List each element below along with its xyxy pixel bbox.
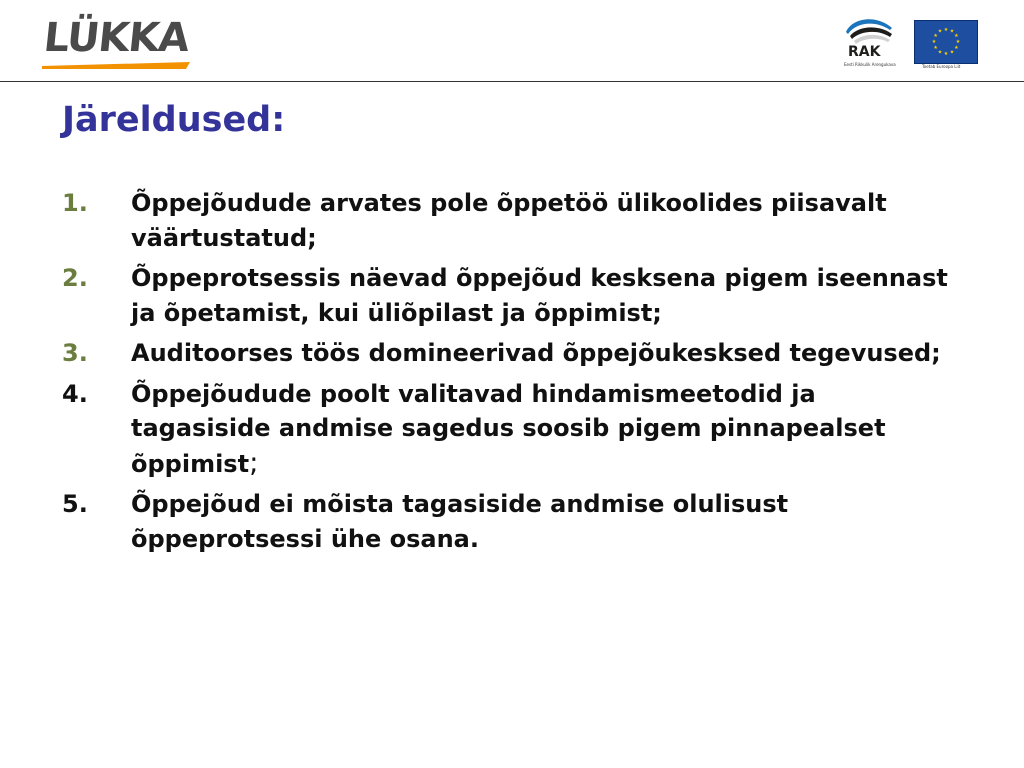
conclusions-list: [62, 186, 962, 556]
list-item-number: 1.: [62, 189, 88, 217]
slide-title: Järeldused:: [62, 100, 286, 140]
list-item-number: 2.: [62, 264, 88, 292]
svg-text:★: ★: [943, 51, 949, 57]
svg-text:★: ★: [955, 39, 961, 45]
svg-text:★: ★: [933, 33, 938, 39]
svg-text:★: ★: [931, 39, 937, 45]
list-item-text: Õppejõudude arvates pole õppetöö ülikoolides piisavalt väärtustatud;: [131, 189, 887, 252]
svg-text:★: ★: [949, 49, 955, 56]
eu-flag-icon: [914, 20, 978, 64]
lukka-logo: [40, 14, 192, 70]
list-item: [62, 487, 962, 556]
rak-logo-subtitle: Eesti Rikkulik Arengukava: [844, 62, 896, 67]
svg-text:★: ★: [954, 33, 959, 39]
list-item-number: 4.: [62, 379, 88, 408]
eu-caption: Toetab Euroopa Liit: [922, 64, 961, 69]
list-item: [62, 186, 962, 255]
list-item-suffix: ;: [249, 445, 259, 479]
list-item-text: Õppejõudude poolt valitavad hindamismeetodid ja tagasiside andmise sagedus soosib pigem pinnapealset õppimist: [131, 379, 886, 478]
eu-logo: [914, 20, 978, 72]
list-item-text-container: [62, 377, 962, 482]
rak-logo: [838, 14, 898, 78]
list-item-number: 5.: [62, 490, 88, 518]
list-item: [62, 261, 962, 330]
list-item: [62, 377, 962, 482]
list-item-text: Õppeprotsessis näevad õppejõud kesksena pigem iseennast ja õpetamist, kui üliõpilast ja õppimist;: [131, 264, 948, 327]
slide-header: [0, 0, 1024, 82]
rak-logo-text: RAK: [848, 44, 881, 60]
list-item-text: Õppejõud ei mõista tagasiside andmise olulisust õppeprotsessi ühe osana.: [131, 490, 789, 553]
svg-text:★: ★: [937, 49, 943, 56]
svg-text:★: ★: [937, 28, 943, 35]
svg-text:★: ★: [949, 28, 955, 35]
svg-text:★: ★: [954, 45, 959, 51]
list-item-number: 3.: [62, 339, 88, 367]
lukka-logo-icon: [40, 60, 192, 70]
list-item-text: Auditoorses töös domineerivad õppejõukesksed tegevused;: [131, 339, 941, 367]
header-divider: [0, 81, 1024, 82]
svg-text:★: ★: [943, 27, 949, 33]
list-item: [62, 336, 962, 371]
eu-stars-icon: [915, 21, 977, 63]
svg-text:★: ★: [933, 45, 938, 51]
lukka-logo-text: LÜKKA: [41, 15, 191, 61]
rak-logo-icon: [838, 14, 898, 46]
